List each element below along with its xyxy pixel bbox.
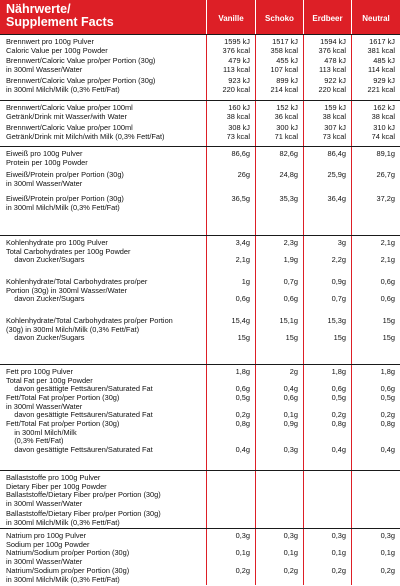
value-cell: 1,8g 0,6g — [380, 367, 395, 394]
row-label: Fett/Total Fat pro/per Portion (30g) in 300ml Milch/Milk (0,3% Fett/Fat) davon gesättigte Fettsäuren/Saturated Fat — [6, 419, 153, 454]
value-cell: 1,8g 0,6g — [235, 367, 250, 394]
value-cell: 485 kJ 114 kcal — [368, 56, 395, 74]
value-cell: 0,9g 0,3g — [283, 419, 298, 454]
value-cell: 82,6g — [279, 149, 298, 158]
value-cell: 26g — [237, 170, 250, 179]
value-cell: 0,1g — [235, 548, 250, 557]
row-label: Ballaststoffe/Dietary Fiber pro/per Portion (30g) in 300ml Milch/Milk (0,3% Fett/Fat) — [6, 509, 161, 527]
value-cell: 1,8g 0,6g — [331, 367, 346, 394]
nutrient-section — [0, 146, 400, 236]
value-cell: 923 kJ 220 kcal — [222, 76, 250, 94]
column-header-neutral: Neutral — [362, 14, 390, 23]
value-cell: 0,8g 0,4g — [380, 419, 395, 454]
value-cell: 0,3g — [283, 531, 298, 540]
value-cell: 0,8g 0,4g — [235, 419, 250, 454]
value-cell: 24,8g — [279, 170, 298, 179]
value-cell: 15,1g 15g — [279, 316, 298, 343]
value-cell: 479 kJ 113 kcal — [223, 56, 250, 74]
value-cell: 15,4g 15g — [231, 316, 250, 343]
value-cell: 26,7g — [376, 170, 395, 179]
value-cell: 0,8g 0,4g — [331, 419, 346, 454]
nutrient-section — [0, 100, 400, 147]
value-cell: 0,5g 0,2g — [235, 393, 250, 420]
nutrient-section — [0, 528, 400, 586]
value-cell: 2,3g 1,9g — [283, 238, 298, 265]
row-label: Fett pro 100g Pulver Total Fat per 100g Powder davon gesättigte Fettsäuren/Saturated Fat — [6, 367, 153, 394]
value-cell: 1g 0,6g — [235, 277, 250, 304]
value-cell: 89,1g — [376, 149, 395, 158]
value-cell: 310 kJ 74 kcal — [371, 123, 395, 141]
row-label: Eiweiß pro 100g Pulver Protein per 100g Powder — [6, 149, 88, 167]
value-cell: 160 kJ 38 kcal — [226, 103, 250, 121]
nutrient-section — [0, 470, 400, 529]
value-cell: 15g 15g — [382, 316, 395, 343]
value-cell: 0,7g 0,6g — [283, 277, 298, 304]
value-cell: 0,2g — [331, 566, 346, 575]
row-label: Kohlenhydrate/Total Carbohydrates pro/per Portion (30g) in 300ml Wasser/Water davon Zucker/Sugars — [6, 277, 148, 304]
value-cell: 0,1g — [380, 548, 395, 557]
table-header — [0, 0, 400, 34]
row-label: Fett/Total Fat pro/per Portion (30g) in 300ml Wasser/Water davon gesättigte Fettsäuren/Saturated Fat — [6, 393, 153, 420]
value-cell: 3,4g 2,1g — [235, 238, 250, 265]
row-label: Ballaststoffe/Dietary Fiber pro/per Portion (30g) in 300ml Wasser/Water — [6, 490, 161, 508]
value-cell: 15,3g 15g — [327, 316, 346, 343]
value-cell: 0,9g 0,7g — [331, 277, 346, 304]
value-cell: 455 kJ 107 kcal — [270, 56, 298, 74]
value-cell: 922 kJ 220 kcal — [318, 76, 346, 94]
value-cell: 3g 2,2g — [331, 238, 346, 265]
value-cell: 0,1g — [283, 548, 298, 557]
value-cell: 0,5g 0,2g — [380, 393, 395, 420]
column-header-schoko: Schoko — [265, 14, 294, 23]
value-cell: 37,2g — [376, 194, 395, 203]
value-cell: 0,2g — [380, 566, 395, 575]
row-label: Brennwert pro 100g Pulver Caloric Value per 100g Powder — [6, 37, 108, 55]
value-cell: 307 kJ 73 kcal — [322, 123, 346, 141]
row-label: Natrium/Sodium pro/per Portion (30g) in 300ml Milch/Milk (0,3% Fett/Fat) — [6, 566, 130, 584]
row-label: Natrium pro 100g Pulver Sodium per 100g Powder — [6, 531, 90, 549]
value-cell: 152 kJ 36 kcal — [274, 103, 298, 121]
value-cell: 86,6g — [231, 149, 250, 158]
value-cell: 1594 kJ 376 kcal — [318, 37, 346, 55]
nutrient-section — [0, 235, 400, 365]
value-cell: 308 kJ 73 kcal — [226, 123, 250, 141]
value-cell: 0,2g — [283, 566, 298, 575]
value-cell: 0,1g — [331, 548, 346, 557]
value-cell: 300 kJ 71 kcal — [274, 123, 298, 141]
row-label: Eiweiß/Protein pro/per Portion (30g) in 300ml Milch/Milk (0,3% Fett/Fat) — [6, 194, 124, 212]
row-label: Natrium/Sodium pro/per Portion (30g) in 300ml Wasser/Water — [6, 548, 130, 566]
row-label: Ballaststoffe pro 100g Pulver Dietary Fiber per 100g Powder — [6, 473, 107, 491]
column-header-erdbeer: Erdbeer — [312, 14, 343, 23]
value-cell: 0,6g 0,6g — [380, 277, 395, 304]
value-cell: 929 kJ 221 kcal — [367, 76, 395, 94]
value-cell: 899 kJ 214 kcal — [270, 76, 298, 94]
value-cell: 478 kJ 113 kcal — [319, 56, 346, 74]
value-cell: 0,3g — [331, 531, 346, 540]
row-label: Kohlenhydrate pro 100g Pulver Total Carbohydrates per 100g Powder davon Zucker/Sugars — [6, 238, 131, 265]
table-title: Nährwerte/ Supplement Facts — [6, 2, 114, 29]
value-cell: 162 kJ 38 kcal — [371, 103, 395, 121]
value-cell: 0,3g — [380, 531, 395, 540]
row-label: Kohlenhydrate/Total Carbohydrates pro/per Portion (30g) in 300ml Milch/Milk (0,3% Fett/Fat) davon Zucker/Sugars — [6, 316, 173, 343]
nutrient-section — [0, 364, 400, 471]
value-cell: 0,2g — [235, 566, 250, 575]
column-header-vanille: Vanille — [218, 14, 244, 23]
value-cell: 86,4g — [327, 149, 346, 158]
row-label: Brennwert/Caloric Value pro/per Portion (30g) in 300ml Wasser/Water — [6, 56, 156, 74]
value-cell: 2,1g 2,1g — [380, 238, 395, 265]
value-cell: 36,5g — [231, 194, 250, 203]
row-label: Eiweiß/Protein pro/per Portion (30g) in 300ml Wasser/Water — [6, 170, 124, 188]
value-cell: 36,4g — [327, 194, 346, 203]
value-cell: 25,9g — [327, 170, 346, 179]
value-cell: 159 kJ 38 kcal — [322, 103, 346, 121]
value-cell: 35,3g — [279, 194, 298, 203]
value-cell: 1617 kJ 381 kcal — [367, 37, 395, 55]
row-label: Brennwert/Caloric Value pro/per 100ml Getränk/Drink mit Wasser/with Water — [6, 103, 133, 121]
row-label: Brennwert/Caloric Value pro/per Portion (30g) in 300ml Milch/Milk (0,3% Fett/Fat) — [6, 76, 156, 94]
value-cell: 0,3g — [235, 531, 250, 540]
value-cell: 1595 kJ 376 kcal — [222, 37, 250, 55]
value-cell: 1517 kJ 358 kcal — [270, 37, 298, 55]
value-cell: 2g 0,4g — [283, 367, 298, 394]
value-cell: 0,5g 0,2g — [331, 393, 346, 420]
nutrient-section — [0, 34, 400, 101]
row-label: Brennwert/Caloric Value pro/per 100ml Getränk/Drink mit Milch/with Milk (0,3% Fett/Fat) — [6, 123, 165, 141]
value-cell: 0,6g 0,1g — [283, 393, 298, 420]
